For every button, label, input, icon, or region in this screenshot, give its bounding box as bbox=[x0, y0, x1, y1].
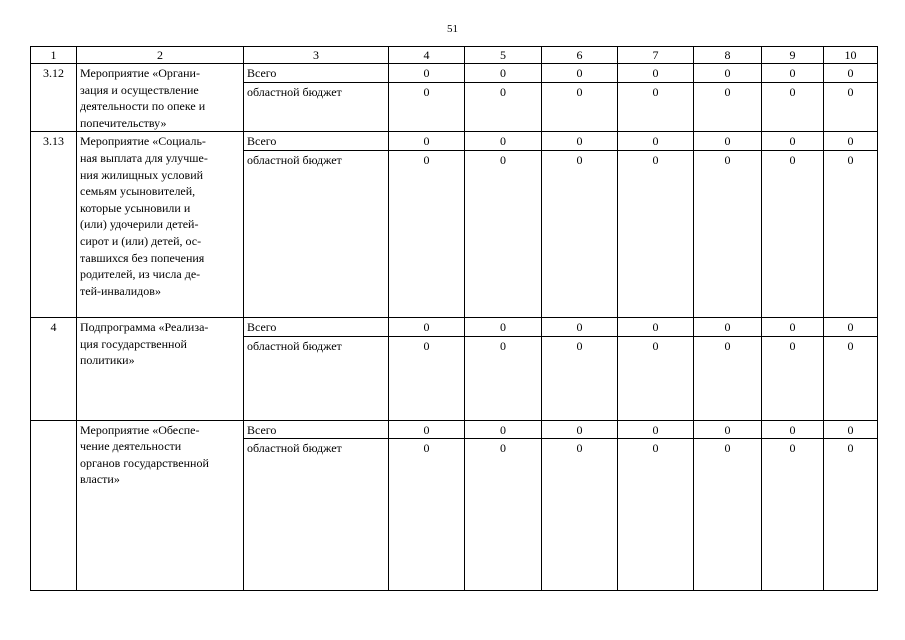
header-cell: 5 bbox=[465, 47, 542, 64]
value-cell: 0 bbox=[824, 132, 878, 151]
value-cell: 0 bbox=[542, 439, 618, 591]
funding-source: областной бюджет bbox=[244, 439, 389, 591]
value-cell: 0 bbox=[542, 64, 618, 83]
header-cell: 7 bbox=[618, 47, 694, 64]
value-cell: 0 bbox=[694, 64, 762, 83]
value-cell: 0 bbox=[618, 83, 694, 132]
value-cell: 0 bbox=[465, 317, 542, 336]
funding-source: Всего bbox=[244, 64, 389, 83]
value-cell: 0 bbox=[542, 132, 618, 151]
funding-source: областной бюджет bbox=[244, 150, 389, 317]
value-cell: 0 bbox=[465, 439, 542, 591]
table-row bbox=[31, 420, 878, 439]
header-row bbox=[31, 47, 878, 64]
value-cell: 0 bbox=[389, 439, 465, 591]
value-cell: 0 bbox=[465, 83, 542, 132]
value-cell: 0 bbox=[542, 317, 618, 336]
header-cell: 6 bbox=[542, 47, 618, 64]
table-body bbox=[31, 47, 878, 591]
page-number: 51 bbox=[447, 23, 458, 35]
value-cell: 0 bbox=[389, 420, 465, 439]
value-cell: 0 bbox=[824, 317, 878, 336]
header-cell: 10 bbox=[824, 47, 878, 64]
value-cell: 0 bbox=[824, 439, 878, 591]
table-row bbox=[31, 64, 878, 83]
event-name: Мероприятие «Обеспе- чение деятельности органов государственной власти» bbox=[77, 420, 244, 591]
value-cell: 0 bbox=[694, 439, 762, 591]
value-cell: 0 bbox=[389, 317, 465, 336]
value-cell: 0 bbox=[389, 150, 465, 317]
value-cell: 0 bbox=[762, 420, 824, 439]
row-index: 3.12 bbox=[31, 64, 77, 132]
value-cell: 0 bbox=[542, 420, 618, 439]
value-cell: 0 bbox=[694, 420, 762, 439]
value-cell: 0 bbox=[465, 420, 542, 439]
value-cell: 0 bbox=[389, 64, 465, 83]
value-cell: 0 bbox=[694, 150, 762, 317]
value-cell: 0 bbox=[618, 132, 694, 151]
funding-source: Всего bbox=[244, 317, 389, 336]
value-cell: 0 bbox=[465, 64, 542, 83]
value-cell: 0 bbox=[618, 336, 694, 420]
funding-source: областной бюджет bbox=[244, 83, 389, 132]
value-cell: 0 bbox=[465, 132, 542, 151]
row-index bbox=[31, 420, 77, 591]
header-cell: 3 bbox=[244, 47, 389, 64]
value-cell: 0 bbox=[762, 439, 824, 591]
value-cell: 0 bbox=[618, 439, 694, 591]
row-index: 3.13 bbox=[31, 132, 77, 318]
value-cell: 0 bbox=[618, 150, 694, 317]
value-cell: 0 bbox=[762, 317, 824, 336]
value-cell: 0 bbox=[465, 336, 542, 420]
table-row bbox=[31, 317, 878, 336]
value-cell: 0 bbox=[762, 132, 824, 151]
value-cell: 0 bbox=[465, 150, 542, 317]
funding-source: Всего bbox=[244, 132, 389, 151]
value-cell: 0 bbox=[824, 420, 878, 439]
value-cell: 0 bbox=[542, 336, 618, 420]
event-name: Подпрограмма «Реализа- ция государственной политики» bbox=[77, 317, 244, 420]
value-cell: 0 bbox=[542, 83, 618, 132]
header-cell: 4 bbox=[389, 47, 465, 64]
value-cell: 0 bbox=[694, 132, 762, 151]
header-cell: 2 bbox=[77, 47, 244, 64]
value-cell: 0 bbox=[824, 64, 878, 83]
value-cell: 0 bbox=[762, 336, 824, 420]
funding-source: областной бюджет bbox=[244, 336, 389, 420]
value-cell: 0 bbox=[824, 336, 878, 420]
value-cell: 0 bbox=[762, 83, 824, 132]
value-cell: 0 bbox=[824, 150, 878, 317]
header-cell: 9 bbox=[762, 47, 824, 64]
event-name: Мероприятие «Органи- зация и осуществление деятельности по опеке и попечительству» bbox=[77, 64, 244, 132]
value-cell: 0 bbox=[389, 83, 465, 132]
value-cell: 0 bbox=[694, 336, 762, 420]
header-cell: 1 bbox=[31, 47, 77, 64]
value-cell: 0 bbox=[618, 420, 694, 439]
value-cell: 0 bbox=[389, 336, 465, 420]
value-cell: 0 bbox=[694, 317, 762, 336]
budget-table bbox=[30, 46, 878, 591]
table-row bbox=[31, 132, 878, 151]
value-cell: 0 bbox=[389, 132, 465, 151]
value-cell: 0 bbox=[694, 83, 762, 132]
value-cell: 0 bbox=[824, 83, 878, 132]
value-cell: 0 bbox=[542, 150, 618, 317]
value-cell: 0 bbox=[762, 64, 824, 83]
value-cell: 0 bbox=[618, 317, 694, 336]
funding-source: Всего bbox=[244, 420, 389, 439]
event-name: Мероприятие «Социаль- ная выплата для улучше- ния жилищных условий семьям усыновителей, которые усыновили и (или) удочерили детей- сирот и (или) детей, ос- тавшихся без попечения родителей, из числа де- тей-инвалидов» bbox=[77, 132, 244, 318]
value-cell: 0 bbox=[618, 64, 694, 83]
value-cell: 0 bbox=[762, 150, 824, 317]
header-cell: 8 bbox=[694, 47, 762, 64]
row-index: 4 bbox=[31, 317, 77, 420]
